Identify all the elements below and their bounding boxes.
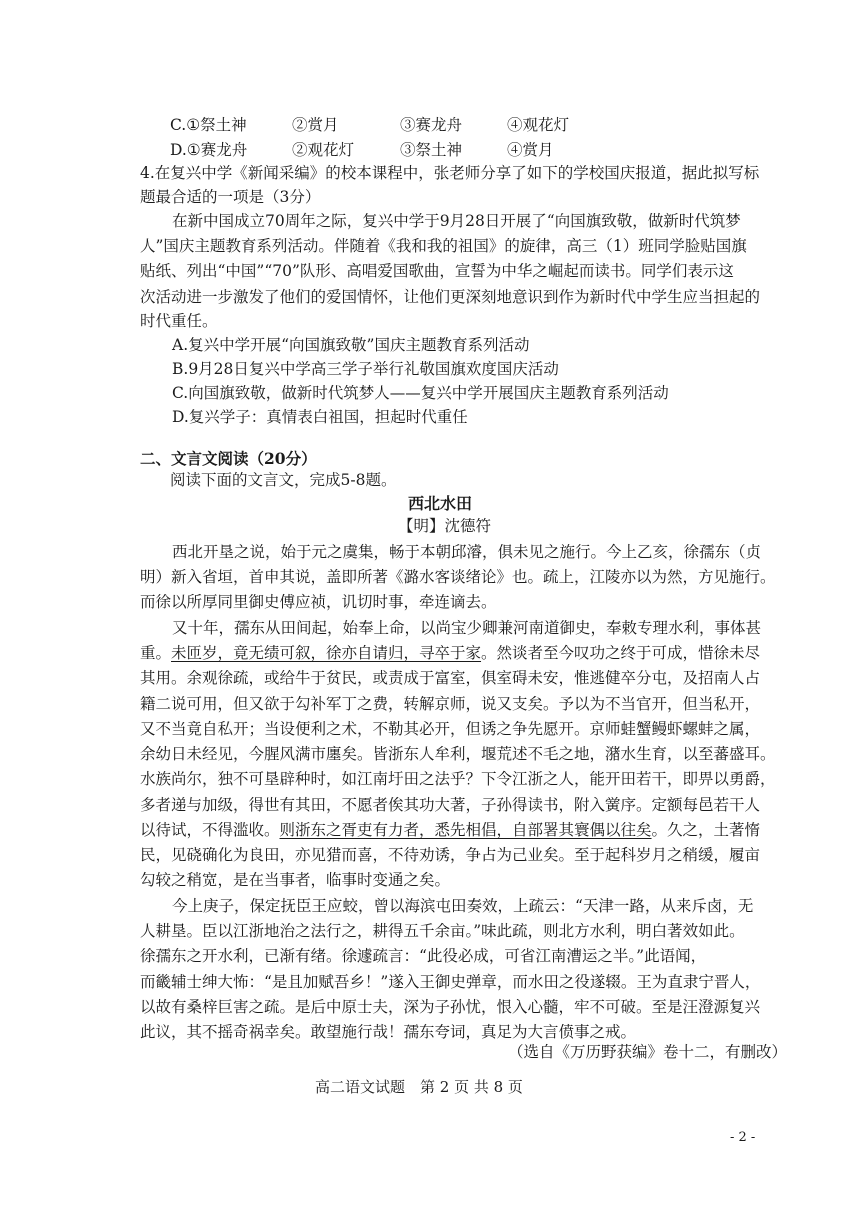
q4-option-a: A.复兴中学开展“向国旗致敬”国庆主题教育系列活动	[172, 336, 530, 354]
q4-passage-line: 次活动进一步激发了他们的爱国情怀，让他们更深刻地意识到作为新时代中学生应当担起的	[140, 288, 761, 306]
option-item: ④观花灯	[507, 116, 570, 134]
text-run: 重。	[140, 644, 172, 662]
page-footer: 高二语文试题 第 2 页 共 8 页	[315, 1078, 523, 1096]
passage-line: 其用。余观徐疏，或给牛于贫民，或责成于富室，俱室碍未安，惟逃健卒分屯，及招南人占	[140, 669, 761, 687]
q4-passage-line: 人”国庆主题教育系列活动。伴随着《我和我的祖国》的旋律，高三（1）班同学脸贴国旗	[140, 237, 747, 255]
option-item: D.①赛龙舟	[170, 141, 248, 159]
q3-option-c	[170, 115, 569, 135]
q4-stem: 题最合适的一项是（3分）	[140, 188, 321, 206]
passage-line: 西北开垦之说，始于元之虞集，畅于本朝邱濬，俱未见之施行。今上乙亥，徐孺东（贞	[172, 543, 762, 561]
option-item: ④赏月	[507, 141, 554, 159]
passage-line: 余幼日未经见，今腥风满市廛矣。皆浙东人牟利，堰荒述不毛之地，潴水生育，以至蕃盛耳。	[140, 745, 776, 763]
passage-line	[140, 643, 760, 663]
text-run: 。然谈者至今叹功之终于可成，惜徐未尽	[481, 644, 761, 662]
q4-option-d: D.复兴学子：真情表白祖国，担起时代重任	[172, 408, 468, 426]
passage-line: 而徐以所厚同里御史傅应祯，讥切时事，牵连谪去。	[140, 593, 497, 611]
passage-source: （选自《万历野获编》卷十二，有删改）	[508, 1043, 788, 1061]
q4-option-c: C.向国旗致敬，做新时代筑梦人——复兴中学开展国庆主题教育系列活动	[172, 384, 669, 402]
passage-line: 籍二说可用，但又欲于勾补军丁之费，转解京师，说又支矣。予以为不当官开，但当私开，	[140, 695, 761, 713]
passage-line: 多者递与加级，得世有其田，不愿者俟其功大著，子孙得读书，附入黉序。定额每邑若干人	[140, 796, 761, 814]
passage-line: 勾较之稍宽，是在当事者，临事时变通之矣。	[140, 871, 451, 889]
passage-line: 水族尚尔，独不可垦辟种时，如江南圩田之法乎？下令江浙之人，能开田若干，即畀以勇爵，	[140, 770, 776, 788]
passage-line: 此议，其不摇奇祸幸矣。敢望施行哉！孺东夸词，真足为大言偾事之戒。	[140, 1023, 637, 1041]
text-run: 以待试，不得滥收。	[140, 821, 280, 839]
section-instruction: 阅读下面的文言文，完成5-8题。	[170, 471, 397, 489]
passage-line: 又十年，孺东从田间起，始奉上命，以尚宝少卿兼河南道御史，奉敕专理水利，事体甚	[172, 619, 762, 637]
q4-stem: 4.在复兴中学《新闻采编》的校本课程中，张老师分享了如下的学校国庆报道，据此拟写标	[140, 164, 760, 182]
passage-title: 西北水田	[408, 494, 473, 513]
text-run: 。久之，土著惰	[651, 821, 761, 839]
option-item: ③祭土神	[400, 141, 463, 159]
q4-passage-line: 在新中国成立70周年之际，复兴中学于9月28日开展了“向国旗致敬，做新时代筑梦	[172, 212, 741, 230]
passage-line: 明）新入省垣，首申其说，盖即所著《潞水客谈绪论》也。疏上，江陵亦以为然，方见施行。	[140, 568, 776, 586]
section-heading: 二、文言文阅读（20分）	[140, 449, 317, 468]
q3-option-d	[170, 140, 554, 160]
q4-passage-line: 时代重任。	[140, 312, 218, 330]
passage-line: 又不当竟自私开；当设便利之术，不勒其必开，但诱之争先愿开。京师蛙蟹鳗虾螺蚌之属，	[140, 720, 761, 738]
passage-line	[140, 820, 760, 840]
passage-line: 而畿辅士绅大怖：“是且加赋吾乡！”遂入王御史弹章，而水田之役遂辍。王为直隶宁晋人，	[140, 973, 761, 991]
passage-author: 【明】沈德符	[398, 517, 492, 535]
passage-line: 人耕垦。臣以江浙地治之法行之，耕得五千余亩。”味此疏，则北方水利，明白著效如此。	[140, 922, 745, 940]
q4-passage-line: 贴纸、列出“中国”“70”队形、高唱爱国歌曲，宣誓为中华之崛起而读书。同学们表示这	[140, 262, 734, 280]
passage-line: 今上庚子，保定抚臣王应蛟，曾以海滨屯田奏效，上疏云：“天津一路，从来斥卤，无	[172, 897, 754, 915]
underlined-sentence: 未匝岁，竟无绩可叙，徐亦自请归，寻卒于家	[171, 644, 482, 662]
option-item: ②赏月	[292, 116, 339, 134]
option-item: ③赛龙舟	[400, 116, 463, 134]
option-item: ②观花灯	[292, 141, 355, 159]
q4-option-b: B.9月28日复兴中学高三学子举行礼敬国旗欢度国庆活动	[172, 360, 559, 378]
option-item: C.①祭土神	[170, 116, 247, 134]
passage-line: 民，见硗确化为良田，亦见猎而喜，不待劝诱，争占为己业矣。至于起科岁月之稍缓，履亩	[140, 846, 761, 864]
page-number: - 2 -	[730, 1130, 756, 1145]
passage-line: 徐孺东之开水利，已渐有绪。徐遽疏言：“此役必成，可省江南漕运之半。”此语闻，	[140, 947, 707, 965]
passage-line: 以故有桑梓巨害之疏。是后中原士夫，深为子孙忧，恨入心髓，牢不可破。至是汪澄源复兴	[140, 998, 761, 1016]
underlined-sentence: 则浙东之胥吏有力者，悉先相倡，自部署其寰偶以往矣	[279, 821, 652, 839]
